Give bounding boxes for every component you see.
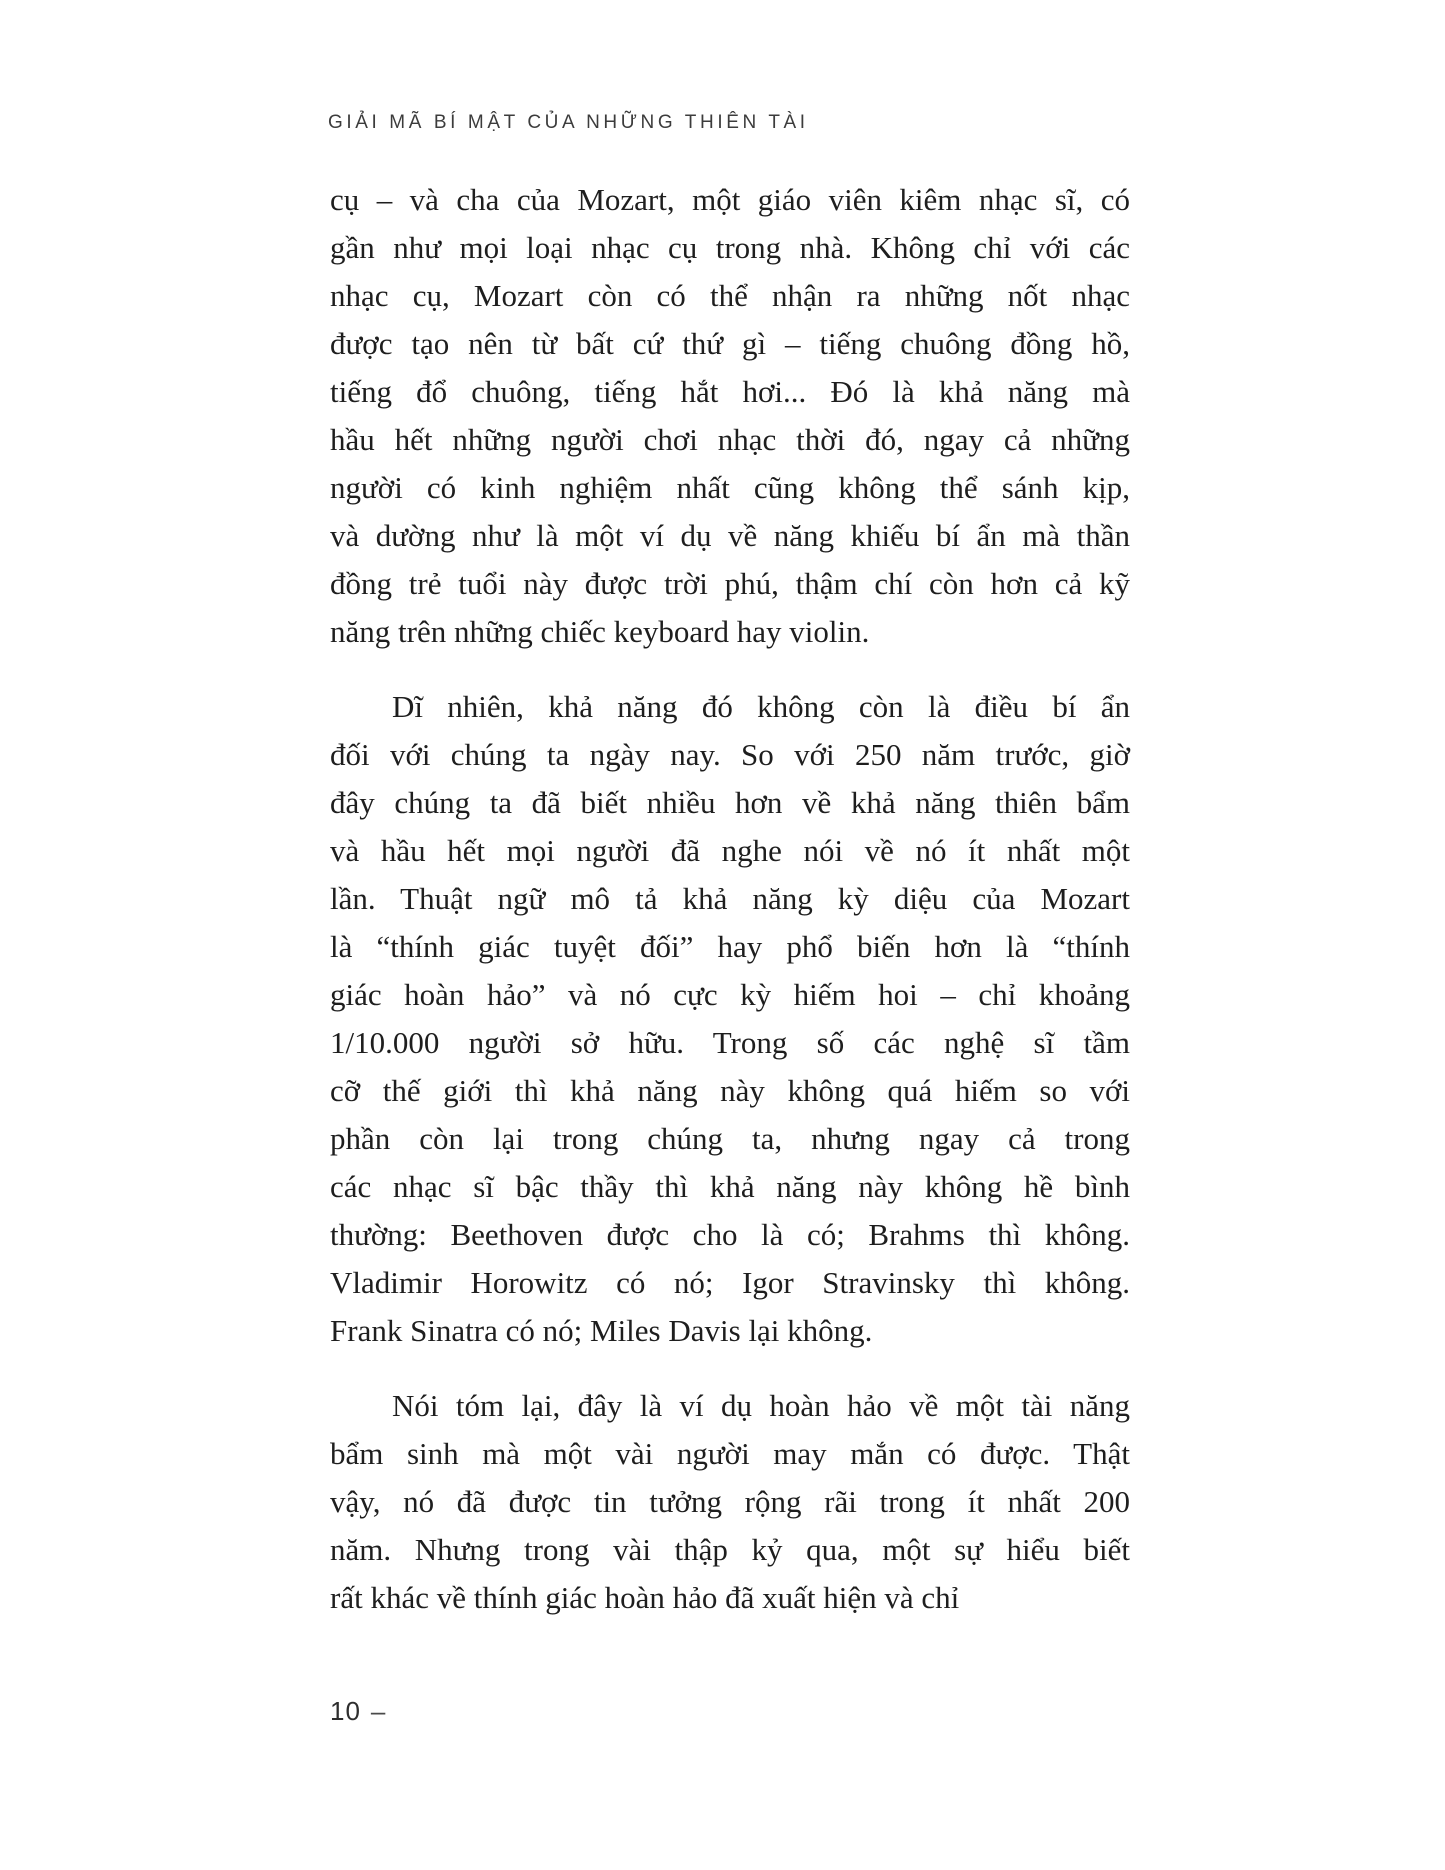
- text-line: các nhạc sĩ bậc thầy thì khả năng này không hề bình: [330, 1169, 1130, 1204]
- text-line: hầu hết những người chơi nhạc thời đó, ngay cả những: [330, 422, 1130, 457]
- text-line: Vladimir Horowitz có nó; Igor Stravinsky thì không.: [330, 1265, 1130, 1300]
- text-line: gần như mọi loại nhạc cụ trong nhà. Không chỉ với các: [330, 230, 1130, 265]
- text-block: [330, 176, 1130, 1622]
- paragraph: [330, 683, 1130, 1355]
- page-number-dash: –: [370, 1696, 387, 1726]
- text-line: đối với chúng ta ngày nay. So với 250 năm trước, giờ: [330, 737, 1130, 772]
- text-line: cỡ thế giới thì khả năng này không quá hiếm so với: [330, 1073, 1130, 1108]
- text-line: đồng trẻ tuổi này được trời phú, thậm chí còn hơn cả kỹ: [330, 566, 1130, 601]
- text-line: 1/10.000 người sở hữu. Trong số các nghệ sĩ tầm: [330, 1025, 1130, 1060]
- text-line: lần. Thuật ngữ mô tả khả năng kỳ diệu của Mozart: [330, 881, 1130, 916]
- text-line: năng trên những chiếc keyboard hay violin.: [330, 614, 870, 649]
- text-line: và dường như là một ví dụ về năng khiếu bí ẩn mà thần: [330, 518, 1130, 553]
- text-line: là “thính giác tuyệt đối” hay phổ biến hơn là “thính: [330, 929, 1130, 964]
- text-line: giác hoàn hảo” và nó cực kỳ hiếm hoi – chỉ khoảng: [330, 977, 1130, 1012]
- text-line: bẩm sinh mà một vài người may mắn có được. Thật: [330, 1436, 1130, 1471]
- page-footer: [330, 1696, 386, 1727]
- text-line: cụ – và cha của Mozart, một giáo viên kiêm nhạc sĩ, có: [330, 182, 1130, 217]
- text-line: vậy, nó đã được tin tưởng rộng rãi trong ít nhất 200: [330, 1484, 1130, 1519]
- paragraph: [330, 176, 1130, 656]
- text-line: và hầu hết mọi người đã nghe nói về nó ít nhất một: [330, 833, 1130, 868]
- text-line: người có kinh nghiệm nhất cũng không thể sánh kịp,: [330, 470, 1130, 505]
- text-line: tiếng đổ chuông, tiếng hắt hơi... Đó là khả năng mà: [330, 374, 1130, 409]
- text-line: đây chúng ta đã biết nhiều hơn về khả năng thiên bẩm: [330, 785, 1130, 820]
- running-head-title: GIẢI MÃ BÍ MẬT CỦA NHỮNG THIÊN TÀI: [328, 112, 809, 133]
- text-line: rất khác về thính giác hoàn hảo đã xuất hiện và chỉ: [330, 1580, 960, 1615]
- page-number: 10: [330, 1696, 361, 1726]
- text-line: Dĩ nhiên, khả năng đó không còn là điều bí ẩn: [392, 689, 1130, 724]
- text-line: nhạc cụ, Mozart còn có thể nhận ra những nốt nhạc: [330, 278, 1130, 313]
- text-line: thường: Beethoven được cho là có; Brahms thì không.: [330, 1217, 1130, 1252]
- text-line: Frank Sinatra có nó; Miles Davis lại không.: [330, 1313, 873, 1348]
- text-line: Nói tóm lại, đây là ví dụ hoàn hảo về một tài năng: [392, 1388, 1130, 1423]
- text-line: phần còn lại trong chúng ta, nhưng ngay cả trong: [330, 1121, 1130, 1156]
- text-line: năm. Nhưng trong vài thập kỷ qua, một sự hiểu biết: [330, 1532, 1130, 1567]
- paragraph: [330, 1382, 1130, 1622]
- text-line: được tạo nên từ bất cứ thứ gì – tiếng chuông đồng hồ,: [330, 326, 1130, 361]
